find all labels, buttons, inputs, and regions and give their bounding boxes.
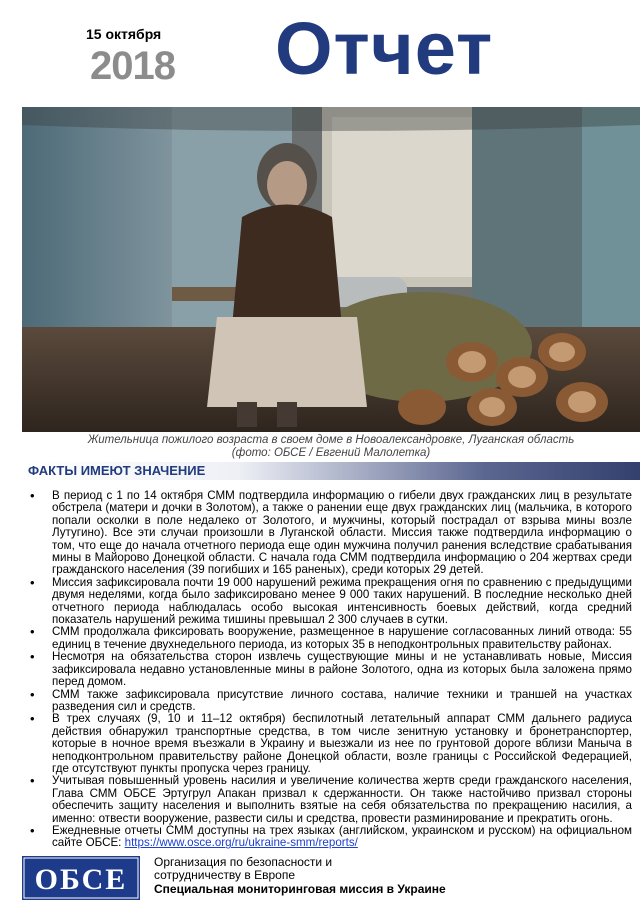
report-year: 2018 (90, 44, 175, 88)
reports-link[interactable]: https://www.osce.org/ru/ukraine-smm/reports/ (124, 836, 358, 850)
mission-name: Специальная мониторинговая миссия в Украине (154, 882, 446, 896)
osce-logo (22, 856, 140, 900)
list-item: • В трех случаях (9, 10 и 11–12 октября) беспилотный летательный аппарат СММ дальнего радиуса действия обнаружил транспортные средства, в том числе зенитную установку и бронетранспортер, которые в ночное время въезжали в Украину и выезжали из нее по грунтовой дороге вблизи Маныча в неподконтрольном правительству районе Донецкой области, возле границы с Российской Федерацией, где отсутствуют пункты пропуска через границу. (52, 713, 632, 775)
facts-heading: ФАКТЫ ИМЕЮТ ЗНАЧЕНИЕ (28, 463, 206, 478)
org-name-line2: сотрудничеству в Европе (154, 868, 295, 882)
list-item: • В период с 1 по 14 октября СММ подтвердила информацию о гибели двух гражданских лиц в результате обстрела (матери и дочки в Золотом), а также о ранении еще двух гражданских лиц (мальчика, в которого попали осколки в поле недалеко от Золотого, и мужчины, который пострадал от взрыва мины возле Лутугино). Все эти случаи произошли в Луганской области. Миссия также подтвердила информацию о том, что еще до начала отчетного периода еще один мужчина получил ранения вследствие срабатывания мины в Майорово Донецкой области. С начала года СММ подтвердила информацию о 204 жертвах среди гражданского населения (39 погибших и 165 раненых), среди которых 29 детей. (52, 490, 632, 577)
last-item-text: Ежедневные отчеты СММ доступны на трех языках (английском, украинском и русском) на официальном сайте ОБСЕ: (52, 823, 632, 850)
photo-caption (22, 434, 640, 460)
facts-heading-bar (22, 462, 640, 480)
svg-text:ОБСЕ: ОБСЕ (34, 863, 128, 896)
list-item: • Миссия зафиксировала почти 19 000 нарушений режима прекращения огня по сравнению с предыдущими двумя неделями, когда было зафиксировано менее 9 000 таких нарушений. В последние несколько дней отчетного периода наблюдалась особо высокая интенсивность боевых действий, когда средний показатель нарушений режима тишины превышал 2 300 случаев в сутки. (52, 577, 632, 627)
list-item (52, 825, 632, 850)
report-title: Отчет (275, 7, 494, 90)
cover-photo (22, 107, 640, 432)
list-item: • Несмотря на обязательства сторон извлечь существующие мины и не устанавливать новые, Миссия зафиксировала недавно установленные мины в районе Золотого, одна из которых была заложена прямо перед домом. (52, 651, 632, 688)
photo-caption-line1: Жительница пожилого возраста в своем доме в Новоалександровке, Луганская область (87, 434, 575, 446)
facts-list (22, 490, 632, 850)
report-date: 15 октября (86, 26, 162, 42)
list-item: • СММ также зафиксировала присутствие личного состава, наличие техники и траншей на участках разведения сил и средств. (52, 689, 632, 714)
list-item: • Учитывая повышенный уровень насилия и увеличение количества жертв среди гражданского населения, Глава СММ ОБСЕ Эртугрул Апакан призвал к сдержанности. Он также настойчиво призвал стороны обеспечить защиту населения и выполнить взятые на себя обязательства по прекращению насилия, а именно: отвести вооружение, развести силы и средства, провести разминирование и прекратить огонь. (52, 775, 632, 825)
footer (22, 852, 640, 902)
photo-caption-line2: (фото: ОБСЕ / Евгений Малолетка) (231, 447, 431, 459)
org-name-line1: Организация по безопасности и (154, 855, 333, 869)
list-item: • СММ продолжала фиксировать вооружение, размещенное в нарушение согласованных линий отвода: 55 единиц в течение двухнедельного периода, из которых 35 в неподконтрольных правительству районах. (52, 626, 632, 651)
